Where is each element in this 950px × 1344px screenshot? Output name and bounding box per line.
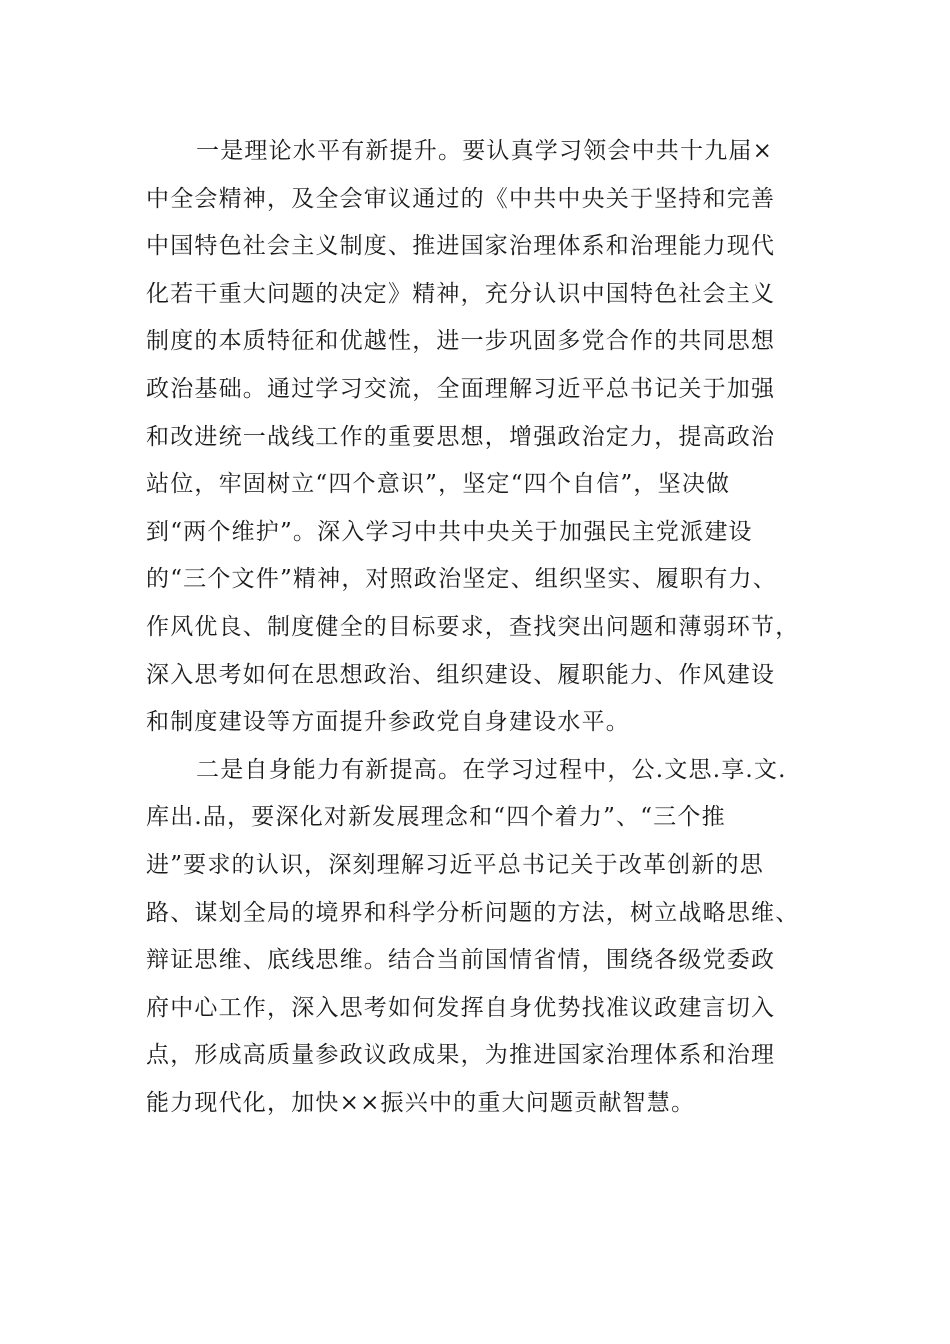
paragraph-line: 和改进统一战线工作的重要思想，增强政治定力，提高政治 bbox=[146, 423, 776, 450]
paragraph-line: 二是自身能力有新提高。在学习过程中，公.文思.享.文. bbox=[196, 756, 787, 783]
paragraph-line: 中国特色社会主义制度、推进国家治理体系和治理能力现代 bbox=[146, 233, 776, 260]
paragraph-line: 到“两个维护”。深入学习中共中央关于加强民主党派建设 bbox=[146, 518, 753, 545]
paragraph-line: 制度的本质特征和优越性，进一步巩固多党合作的共同思想 bbox=[146, 328, 776, 355]
paragraph-line: 点，形成高质量参政议政成果，为推进国家治理体系和治理 bbox=[146, 1042, 776, 1069]
paragraph-line: 的“三个文件”精神，对照政治坚定、组织坚实、履职有力、 bbox=[146, 566, 777, 593]
paragraph-line: 路、谋划全局的境界和科学分析问题的方法，树立战略思维、 bbox=[146, 899, 800, 926]
paragraph-line: 政治基础。通过学习交流，全面理解习近平总书记关于加强 bbox=[146, 375, 776, 402]
paragraph-line: 库出.品，要深化对新发展理念和“四个着力”、“三个推 bbox=[146, 804, 726, 831]
paragraph-line: 作风优良、制度健全的目标要求，查找突出问题和薄弱环节， bbox=[146, 613, 800, 640]
paragraph-line: 进”要求的认识，深刻理解习近平总书记关于改革创新的思 bbox=[146, 851, 764, 878]
paragraph-line: 和制度建设等方面提升参政党自身建设水平。 bbox=[146, 709, 630, 736]
paragraph-line: 站位，牢固树立“四个意识”，坚定“四个自信”，坚决做 bbox=[146, 471, 731, 498]
document-body bbox=[146, 128, 806, 1127]
paragraph-line: 中全会精神，及全会审议通过的《中共中央关于坚持和完善 bbox=[146, 185, 776, 212]
paragraph-line: 辩证思维、底线思维。结合当前国情省情，围绕各级党委政 bbox=[146, 947, 776, 974]
paragraph-self-ability bbox=[146, 747, 806, 1128]
paragraph-line: 府中心工作，深入思考如何发挥自身优势找准议政建言切入 bbox=[146, 994, 776, 1021]
paragraph-line: 深入思考如何在思想政治、组织建设、履职能力、作风建设 bbox=[146, 661, 776, 688]
paragraph-theory-level bbox=[146, 128, 806, 747]
paragraph-line: 能力现代化，加快××振兴中的重大问题贡献智慧。 bbox=[146, 1089, 696, 1116]
paragraph-line: 化若干重大问题的决定》精神，充分认识中国特色社会主义 bbox=[146, 280, 776, 307]
paragraph-line: 一是理论水平有新提升。要认真学习领会中共十九届× bbox=[196, 138, 774, 164]
